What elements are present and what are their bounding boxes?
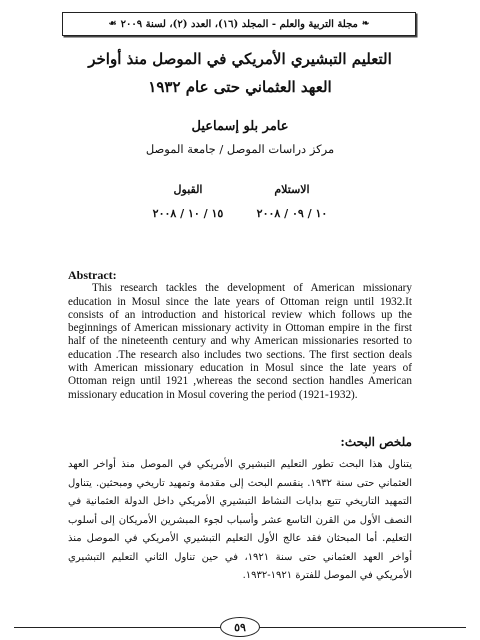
accepted-label: القبول [173,183,203,196]
page-number: ٥٩ [220,617,260,637]
abstract-heading: Abstract: [68,268,117,282]
arabic-summary-text: يتناول هذا البحث تطور التعليم التبشيري الأمريكي في الموصل منذ أواخر العهد العثماني حتى سنة ١٩٣٢. ينقسم البحث إلى مقدمة وتمهيد تاريخي ومبحثين. يتناول التمهيد التاريخي تتبع بدايات النشاط التبشيري الأمريكي داخل الدولة العثمانية في النصف الأول من القرن التاسع عشر وأسباب لجوء المبشرين الأمريكان إلى أسلوب التعليم. أما المبحثان فقد عالج الأول التعليم التبشيري الأمريكي في الموصل منذ أواخر العهد العثماني حتى سنة ١٩٢١، في حين تناول الثاني التعليم التبشيري الأمريكي في الموصل للفترة ١٩٢١-١٩٣٢. [68,459,412,581]
author-affiliation: مركز دراسات الموصل / جامعة الموصل [145,142,335,156]
paper-title-line-1: التعليم التبشيري الأمريكي في الموصل منذ أواخر [88,50,392,68]
journal-header [62,12,416,36]
page-footer [14,617,466,639]
ornament-left-icon: ☙ [108,19,117,29]
abstract-text: This research tackles the development of American missionary education in Mosul since the late years of Ottoman reign until 1932.It consists of an introduction and historical review which follows up the beginnings of American missionary activity in Ottoman empire in the first half of the nineteenth century and why American missionaries resorted to education .The research also includes two sections. The first section deals with American missionary education in Mosul since the late years of Ottoman reign until 1921 ,whereas the second section handles American missionary education in Mosul covering the period (1921-1932). [68,282,412,401]
abstract-section [68,269,412,402]
author-name: عامر بلو إسماعيل [191,119,289,134]
received-label: الاستلام [274,183,310,196]
ornament-right-icon: ❧ [361,19,370,29]
journal-citation: مجلة التربية والعلم - المجلد (١٦)، العدد (٢)، لسنة ٢٠٠٩ [120,18,358,30]
received-date: ١٠ / ٠٩ / ٢٠٠٨ [256,207,328,220]
arabic-summary-heading: ملخص البحث: [340,435,412,449]
paper-title-line-2: العهد العثماني حتى عام ١٩٣٢ [148,78,332,96]
accepted-date: ١٥ / ١٠ / ٢٠٠٨ [152,207,224,220]
